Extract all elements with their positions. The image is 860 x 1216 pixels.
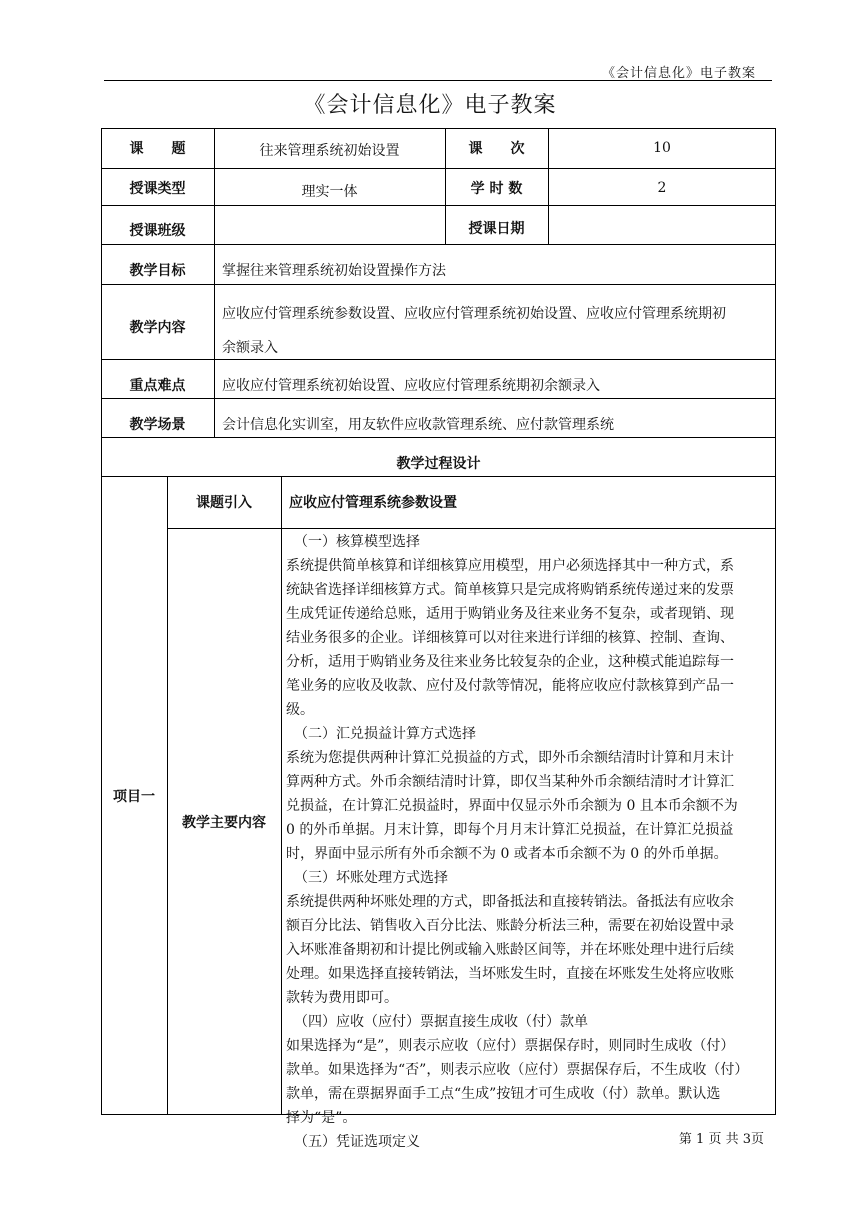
scene-label: 教学场景: [129, 417, 186, 433]
content-line: 款转为费用即可。: [286, 990, 398, 1006]
date-label: 授课日期: [468, 221, 525, 237]
type-label: 授课类型: [129, 181, 186, 197]
class-value: [214, 205, 445, 244]
content-line: （四）应收（应付）票据直接生成收（付）款单: [294, 1014, 588, 1030]
hours-value: 2: [657, 180, 667, 196]
content-line: 系统提供两种坏账处理的方式，即备抵法和直接转销法。备抵法有应收余: [286, 894, 734, 910]
content-line: 生成凭证传递给总账，适用于购销业务及往来业务不复杂，或者现销、现: [286, 606, 734, 622]
key-value: 应收应付管理系统初始设置、应收应付管理系统期初余额录入: [222, 378, 600, 394]
content-value: [222, 297, 774, 365]
date-value: [548, 205, 776, 244]
class-label: 授课班级: [129, 223, 186, 239]
project-label: 项目一: [113, 788, 155, 805]
content-line: 结业务很多的企业。详细核算可以对往来进行详细的核算、控制、查询、: [286, 630, 734, 646]
goal-value: 掌握往来管理系统初始设置操作方法: [222, 263, 446, 279]
main-content-label: 教学主要内容: [182, 814, 266, 831]
scene-value: 会计信息化实训室，用友软件应收款管理系统、应付款管理系统: [222, 417, 614, 433]
content-line: 系统提供简单核算和详细核算应用模型，用户必须选择其中一种方式，系: [286, 558, 734, 574]
key-label: 重点难点: [129, 378, 186, 394]
intro-value: 应收应付管理系统参数设置: [289, 495, 457, 511]
content-line: 统缺省选择详细核算方式。简单核算只是完成将购销系统传递过来的发票: [286, 582, 734, 598]
content-line: 级。: [286, 702, 314, 718]
content-line: 如果选择为“是”，则表示应收（应付）票据保存时，则同时生成收（付）: [286, 1038, 735, 1054]
content-label: 教学内容: [129, 319, 186, 336]
content-line: 款单，需在票据界面手工点“生成”按钮才可生成收（付）款单。默认选: [286, 1086, 721, 1102]
document-title: 《会计信息化》电子教案: [303, 93, 557, 118]
process-heading: 教学过程设计: [396, 456, 481, 472]
content-line: 额百分比法、销售收入百分比法、账龄分析法三种，需要在初始设置中录: [286, 918, 734, 934]
intro-label: 课题引入: [196, 495, 252, 511]
content-line: 算两种方式。外币余额结清时计算，即仅当某种外币余额结清时才计算汇: [286, 774, 734, 790]
goal-label: 教学目标: [129, 263, 186, 279]
course-topic-label: 课 题: [129, 141, 186, 157]
page-header-text: 《会计信息化》电子教案: [601, 66, 756, 81]
content-line: （二）汇兑损益计算方式选择: [294, 726, 476, 742]
content-value-line: 余额录入: [222, 340, 278, 356]
main-content-text: [286, 530, 770, 1154]
content-line: 入坏账准备期初和计提比例或输入账龄区间等，并在坏账处理中进行后续: [286, 942, 734, 958]
content-line: 笔业务的应收及收款、应付及付款等情况，能将应收应付款核算到产品一: [286, 678, 734, 694]
content-line: 择为“是”。: [286, 1110, 357, 1126]
content-line: 分析，适用于购销业务及往来业务比较复杂的企业，这种模式能追踪每一: [286, 654, 734, 670]
course-topic-value: 往来管理系统初始设置: [259, 143, 400, 159]
page-number: 第 1 页 共 3页: [678, 1132, 764, 1147]
header-rule: [104, 80, 772, 81]
hours-label: 学 时 数: [470, 181, 523, 197]
content-line: 0 的外币单据。月末计算，即每个月月末计算汇兑损益，在计算汇兑损益: [286, 822, 734, 838]
col-divider: [281, 476, 282, 1115]
content-line: 系统为您提供两种计算汇兑损益的方式，即外币余额结清时计算和月末计: [286, 750, 734, 766]
content-line: 款单。如果选择为“否”，则表示应收（应付）票据保存后，不生成收（付）: [286, 1062, 749, 1078]
content-value-line: 应收应付管理系统参数设置、应收应付管理系统初始设置、应收应付管理系统期初: [222, 306, 726, 322]
content-line: 兑损益，在计算汇兑损益时，界面中仅显示外币余额为 0 且本币余额不为: [286, 798, 738, 814]
content-line: （三）坏账处理方式选择: [294, 870, 448, 886]
lesson-no-value: 10: [653, 140, 671, 156]
lesson-no-label: 课 次: [468, 141, 525, 157]
type-value: 理实一体: [301, 184, 358, 200]
content-line: （一）核算模型选择: [294, 534, 420, 550]
content-line: 处理。如果选择直接转销法，当坏账发生时，直接在坏账发生处将应收账: [286, 966, 734, 982]
content-line: 时，界面中显示所有外币余额不为 0 或者本币余额不为 0 的外币单据。: [286, 846, 728, 862]
content-line: （五）凭证选项定义: [294, 1134, 420, 1150]
